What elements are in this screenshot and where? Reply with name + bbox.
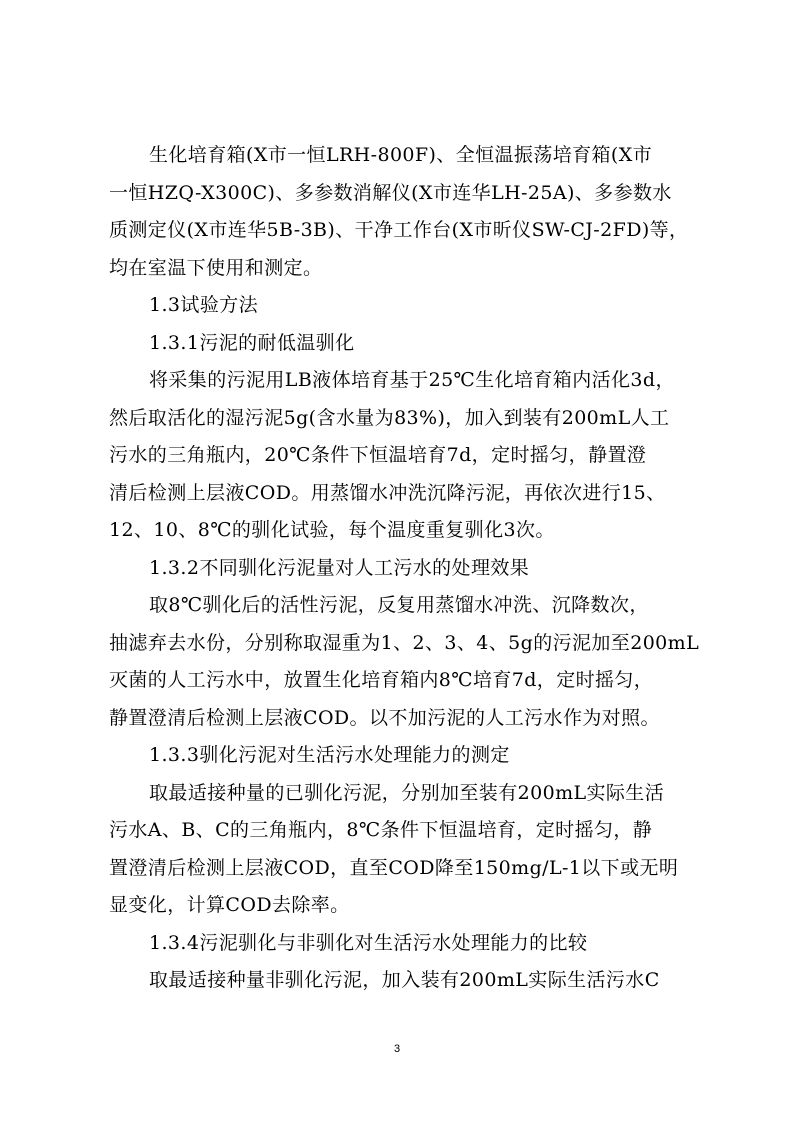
paragraph-line: 均在室温下使用和测定。 — [109, 256, 323, 279]
page-number: 3 — [393, 1043, 401, 1055]
body-text — [109, 137, 699, 1000]
paragraph-line: 抽滤弃去水份，分别称取湿重为1、2、3、4、5g的污泥加至200mL — [109, 631, 699, 654]
subsection-heading: 1.3.3驯化污泥对生活污水处理能力的测定 — [149, 744, 510, 766]
paragraph-line: 取最适接种量非驯化污泥，加入装有200mL实际生活污水C — [149, 969, 660, 991]
paragraph-line: 清后检测上层液COD。用蒸馏水冲洗沉降污泥，再依次进行15、 — [109, 481, 666, 504]
section-heading: 1.3试验方法 — [149, 294, 259, 316]
paragraph-line: 质测定仪(X市连华5B-3B)、干净工作台(X市昕仪SW-CJ-2FD)等， — [109, 219, 689, 241]
paragraph-line: 生化培育箱(X市一恒LRH-800F)、全恒温振荡培育箱(X市 — [149, 144, 653, 166]
paragraph-line: 12、10、8℃的驯化试验，每个温度重复驯化3次。 — [109, 519, 555, 541]
paragraph-line: 污水的三角瓶内，20℃条件下恒温培育7d，定时摇匀，静置澄 — [109, 444, 647, 466]
paragraph-line: 将采集的污泥用LB液体培育基于25℃生化培育箱内活化3d， — [149, 369, 675, 391]
paragraph-line: 显变化，计算COD去除率。 — [109, 894, 350, 916]
paragraph-line: 一恒HZQ-X300C)、多参数消解仪(X市连华LH-25A)、多参数水 — [109, 181, 672, 204]
paragraph-line: 取8℃驯化后的活性污泥，反复用蒸馏水冲洗、沉降数次， — [149, 594, 649, 616]
paragraph-line: 静置澄清后检测上层液COD。以不加污泥的人工污水作为对照。 — [109, 706, 660, 729]
subsection-heading: 1.3.2不同驯化污泥量对人工污水的处理效果 — [149, 556, 530, 579]
paragraph-line: 取最适接种量的已驯化污泥，分别加至装有200mL实际生活 — [149, 781, 665, 804]
paragraph-line: 置澄清后检测上层液COD，直至COD降至150mg/L-1以下或无明 — [109, 856, 679, 879]
paragraph-line: 然后取活化的湿污泥5g(含水量为83%)，加入到装有200mL人工 — [109, 406, 670, 429]
subsection-heading: 1.3.1污泥的耐低温驯化 — [149, 331, 355, 354]
paragraph-line: 污水A、B、C的三角瓶内，8℃条件下恒温培育，定时摇匀，静 — [109, 819, 653, 841]
paragraph-line: 灭菌的人工污水中，放置生化培育箱内8℃培育7d，定时摇匀， — [109, 669, 654, 691]
subsection-heading: 1.3.4污泥驯化与非驯化对生活污水处理能力的比较 — [149, 931, 588, 954]
